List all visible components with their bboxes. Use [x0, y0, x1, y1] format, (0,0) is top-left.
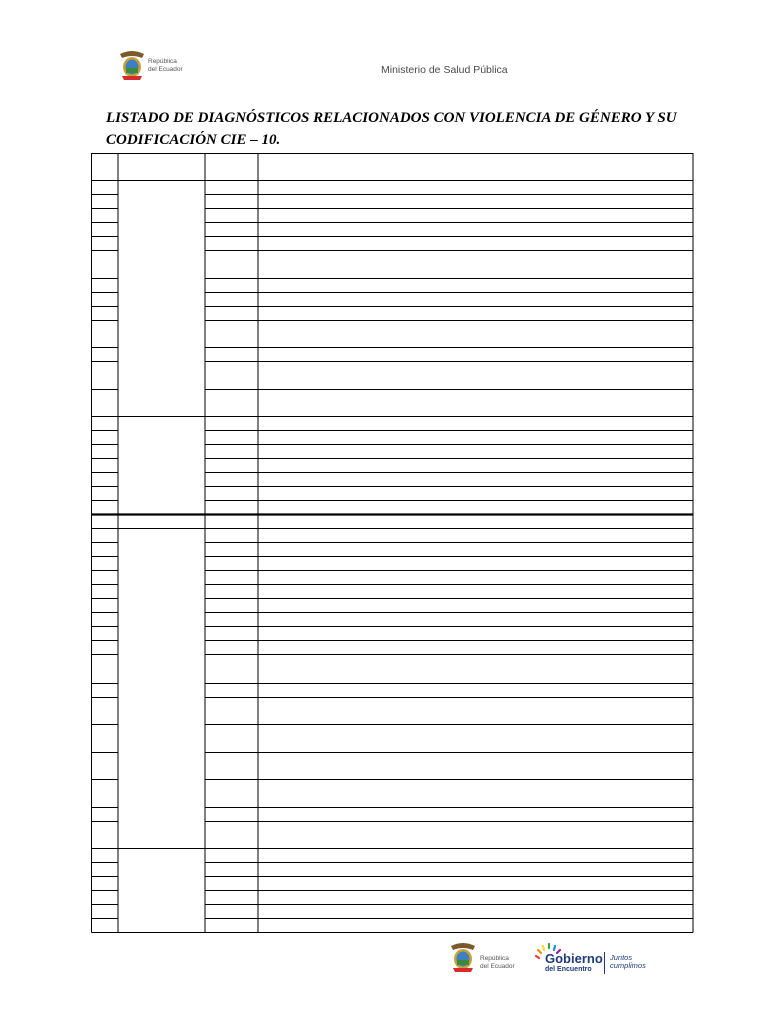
slogan-line1: Juntos: [610, 953, 633, 962]
document-title-line1: LISTADO DE DIAGNÓSTICOS RELACIONADOS CON VIOLENCIA DE GÉNERO Y SU: [106, 110, 677, 126]
slogan-line2: cumplimos: [610, 961, 646, 970]
crest-caption-line1: República: [148, 58, 177, 65]
crest-caption: [148, 58, 183, 73]
document-title-line2: CODIFICACIÓN CIE – 10.: [106, 132, 281, 148]
ecuador-crest-icon: [118, 50, 146, 84]
gobierno-name: Gobierno: [545, 951, 603, 966]
crest-caption-line2: del Ecuador: [148, 65, 183, 73]
footer-divider: [604, 952, 605, 974]
gobierno-slogan: [610, 954, 646, 970]
page-header: [0, 0, 768, 100]
document-title: [106, 107, 706, 151]
gobierno-subtitle: del Encuentro: [545, 966, 592, 973]
diagnosis-table: [91, 153, 694, 933]
footer-crest-line1: República: [480, 955, 509, 962]
diagnosis-table-grid: [91, 153, 694, 933]
ecuador-crest-footer-icon: [448, 942, 478, 976]
footer-crest-line2: del Ecuador: [480, 962, 515, 970]
footer-crest-caption: [480, 955, 515, 970]
ministry-name: Ministerio de Salud Pública: [381, 64, 508, 76]
